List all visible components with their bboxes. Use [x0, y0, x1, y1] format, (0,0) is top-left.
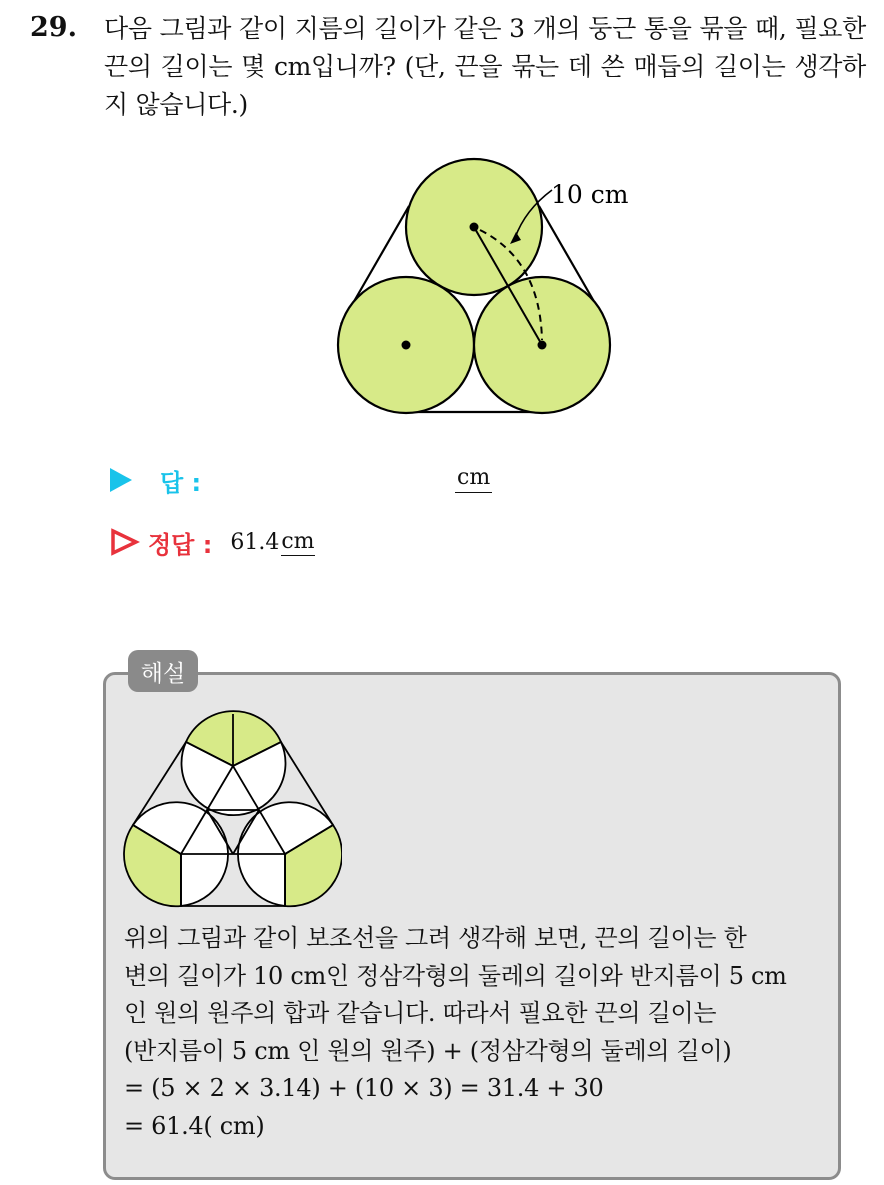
question-number: 29.: [30, 12, 77, 43]
explanation-tab: 해설: [128, 650, 198, 692]
answer-label: 답 :: [160, 468, 202, 497]
answer-unit: cm: [455, 464, 492, 493]
explanation-line: 변의 길이가 10 cm인 정삼각형의 둘레의 길이와 반지름이 5 cm: [124, 961, 787, 990]
explanation-line: 위의 그림과 같이 보조선을 그려 생각해 보면, 끈의 길이는 한: [124, 924, 747, 952]
bundled-circles-figure: [330, 150, 630, 420]
figure-label: 10 cm: [551, 180, 629, 209]
correct-answer-row: [110, 524, 315, 560]
explanation-line: = 61.4( cm): [124, 1111, 265, 1140]
correct-label: 정답 :: [148, 530, 213, 559]
play-icon: [110, 468, 132, 492]
answer-row: [110, 462, 530, 498]
explanation-line: 인 원의 원주의 합과 같습니다. 따라서 필요한 끈의 길이는: [124, 999, 717, 1027]
outline-triangle-icon: [110, 528, 140, 556]
auxiliary-lines-figure: [122, 710, 342, 910]
correct-unit: cm: [281, 528, 315, 554]
explanation-line: = (5 × 2 × 3.14) + (10 × 3) = 31.4 + 30: [124, 1074, 604, 1102]
explanation-line: (반지름이 5 cm 인 원의 원주) + (정삼각형의 둘레의 길이): [124, 1036, 732, 1065]
correct-value: 61.4: [230, 529, 280, 555]
explanation-text: [124, 920, 828, 1145]
question-text: 다음 그림과 같이 지름의 길이가 같은 3 개의 둥근 통을 묶을 때, 필요한 끈의 길이는 몇 cm입니까? (단, 끈을 묶는 데 쓴 매듭의 길이는 생각하지 않습니다.): [104, 14, 866, 119]
